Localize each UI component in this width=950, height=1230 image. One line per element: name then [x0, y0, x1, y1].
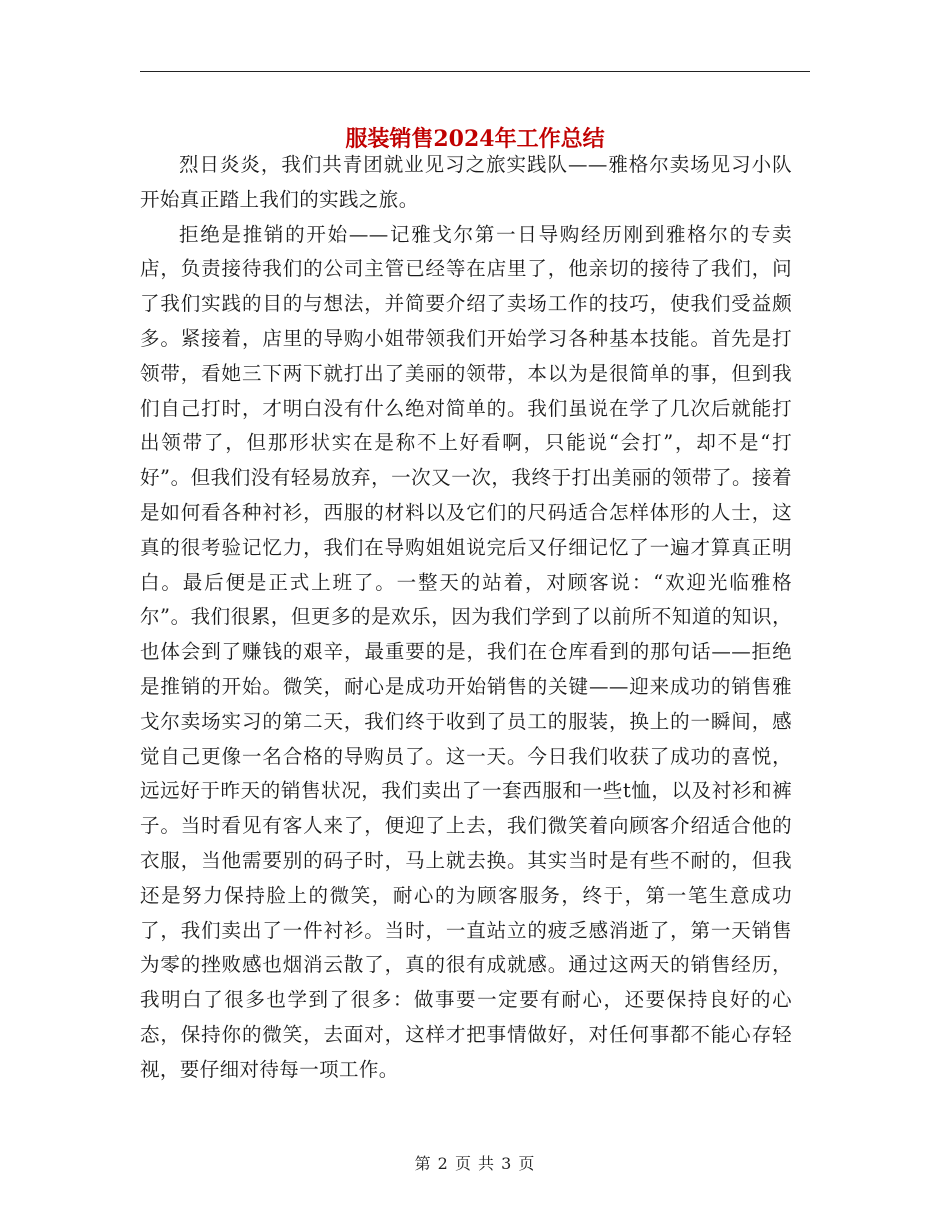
paragraph-intro: 烈日炎炎，我们共青团就业见习之旅实践队——雅格尔卖场见习小队开始真正踏上我们的实践之旅。	[140, 153, 792, 211]
document-body	[140, 148, 792, 1088]
header-rule	[140, 71, 810, 72]
document-title: 服装销售2024年工作总结	[345, 125, 605, 152]
page-number: 第 2 页 共 3 页	[414, 1154, 536, 1173]
paragraph-main: 拒绝是推销的开始——记雅戈尔第一日导购经历刚到雅格尔的专卖店，负责接待我们的公司主管已经等在店里了，他亲切的接待了我们，问了我们实践的目的与想法，并简要介绍了卖场工作的技巧，使我们受益颇多。紧接着，店里的导购小姐带领我们开始学习各种基本技能。首先是打领带，看她三下两下就打出了美丽的领带，本以为是很简单的事，但到我们自己打时，才明白没有什么绝对简单的。我们虽说在学了几次后就能打出领带了，但那形状实在是称不上好看啊，只能说“会打”，却不是“打好”。但我们没有轻易放弃，一次又一次，我终于打出美丽的领带了。接着是如何看各种衬衫，西服的材料以及它们的尺码适合怎样体形的人士，这真的很考验记忆力，我们在导购姐姐说完后又仔细记忆了一遍才算真正明白。最后便是正式上班了。一整天的站着，对顾客说：“欢迎光临雅格尔”。我们很累，但更多的是欢乐，因为我们学到了以前所不知道的知识，也体会到了赚钱的艰辛，最重要的是，我们在仓库看到的那句话——拒绝是推销的开始。微笑，耐心是成功开始销售的关键——迎来成功的销售雅戈尔卖场实习的第二天，我们终于收到了员工的服装，换上的一瞬间，感觉自己更像一名合格的导购员了。这一天。今日我们收获了成功的喜悦，远远好于昨天的销售状况，我们卖出了一套西服和一些t恤，以及衬衫和裤子。当时看见有客人来了，便迎了上去，我们微笑着向顾客介绍适合他的衣服，当他需要别的码子时，马上就去换。其实当时是有些不耐的，但我还是努力保持脸上的微笑，耐心的为顾客服务，终于，第一笔生意成功了，我们卖出了一件衬衫。当时，一直站立的疲乏感消逝了，第一天销售为零的挫败感也烟消云散了，真的很有成就感。通过这两天的销售经历，我明白了很多也学到了很多：做事要一定要有耐心，还要保持良好的心态，保持你的微笑，去面对，这样才把事情做好，对任何事都不能心存轻视，要仔细对待每一项工作。	[140, 222, 792, 1081]
